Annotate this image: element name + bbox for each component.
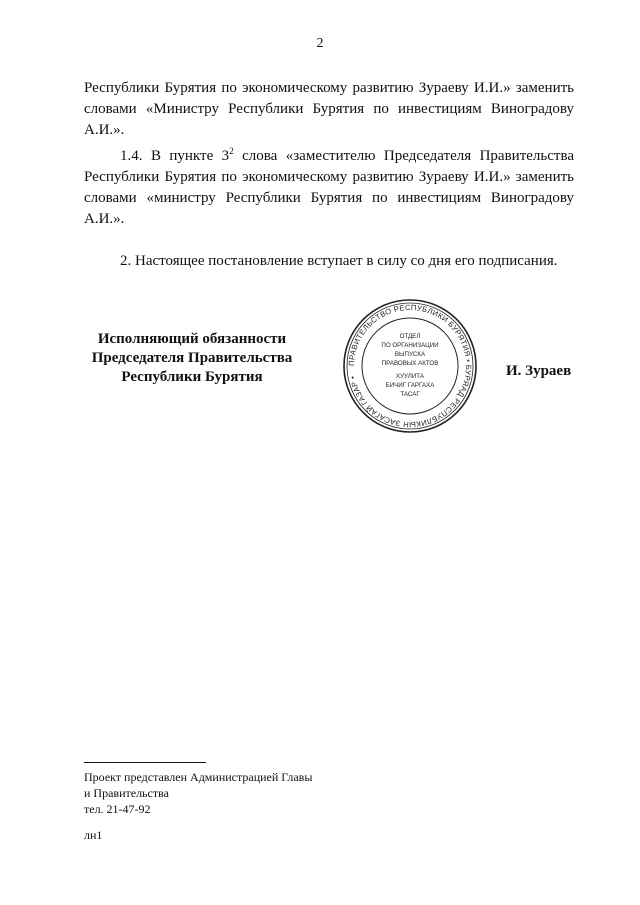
footer-phone: тел. 21-47-92 — [84, 802, 151, 816]
seal-ring-text: ПРАВИТЕЛЬСТВО РЕСПУБЛИКИ БУРЯТИЯ • БУРЯАД РЕСПУБЛИКЫН ЗАСАГАЙ ГАЗАР • — [346, 302, 474, 430]
paragraph-item-2: 2. Настоящее постановление вступает в силу со дня его подписания. — [120, 253, 558, 269]
footer-divider — [84, 762, 206, 763]
document-body — [84, 78, 574, 272]
seal-line-2: ПО ОРГАНИЗАЦИИ — [381, 342, 439, 349]
seal-line-3: ВЫПУСКА — [394, 351, 426, 358]
footer-code: лн1 — [84, 828, 103, 842]
seal-line-5: ХУУЛИТА — [396, 373, 424, 380]
page-number: 2 — [316, 36, 324, 51]
seal-line-7: ТАСАГ — [400, 391, 420, 398]
signatory-title-line-3: Республики Бурятия — [121, 369, 263, 385]
footer-line-1: Проект представлен Администрацией Главы — [84, 770, 313, 784]
paragraph-item-1-4 — [84, 141, 574, 230]
signatory-title-line-1: Исполняющий обязанности — [97, 331, 287, 347]
signatory-name: И. Зураев — [506, 363, 572, 379]
item-1-4-prefix: 1.4. В пункте 3 — [120, 148, 230, 164]
item-1-4-superscript: 2 — [229, 146, 234, 156]
signatory-title-line-2: Председателя Правительства — [91, 350, 293, 366]
item-1-4-text: слова «заместителю Председателя Правительства Республики Бурятия по экономическому развитию Зураеву И.И.» заменить словами «министру Республики Бурятия по инвестициям Виноградову А.И.». — [84, 148, 574, 227]
footer-line-2: и Правительства — [84, 786, 169, 800]
paragraph-continuation: Республики Бурятия по экономическому развитию Зураеву И.И.» заменить словами «Министру Республики Бурятия по инвестициям Виноградову А.И.». — [84, 80, 574, 138]
footer-note — [84, 769, 312, 817]
signatory-title — [82, 330, 302, 387]
seal-line-4: ПРАВОВЫХ АКТОВ — [381, 360, 439, 367]
official-seal — [342, 298, 478, 434]
seal-line-1: ОТДЕЛ — [399, 333, 421, 340]
seal-line-6: БИЧИГ ГАРГАХА — [385, 382, 435, 389]
